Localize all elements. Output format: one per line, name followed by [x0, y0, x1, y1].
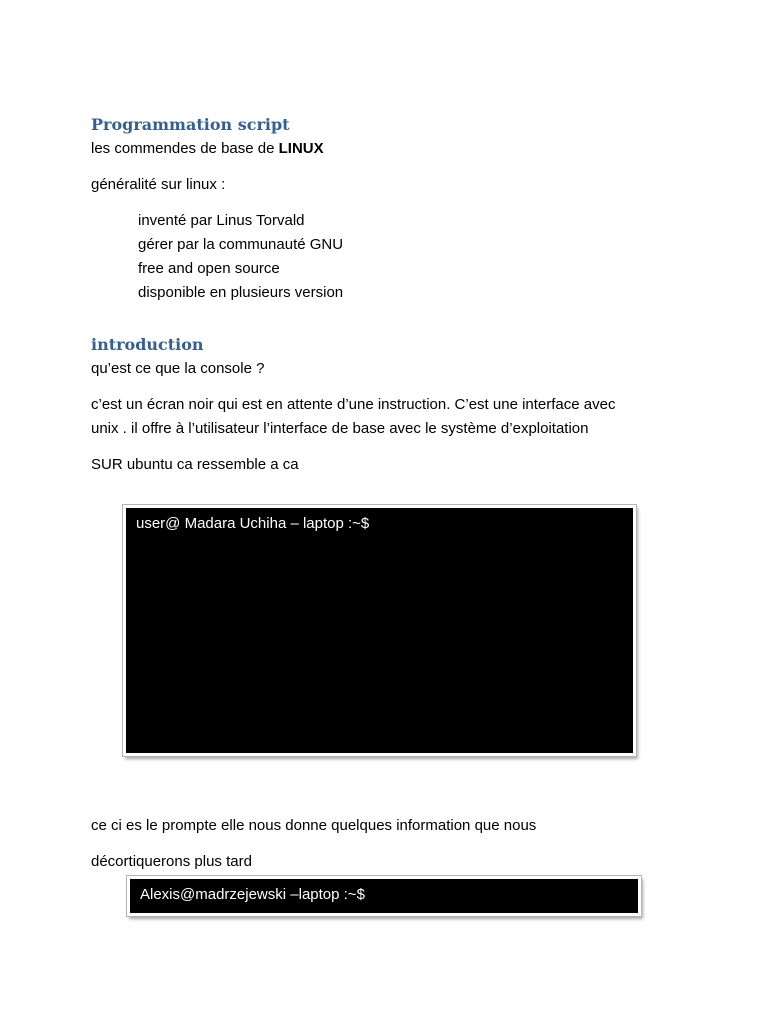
list-item: inventé par Linus Torvald — [138, 212, 305, 229]
subtitle-line — [91, 140, 324, 157]
subtitle-text: les commendes de base de — [91, 140, 279, 157]
generalite-line: généralité sur linux : — [91, 176, 226, 193]
terminal-prompt-small: Alexis@madrzejewski –laptop :~$ — [140, 886, 365, 903]
list-item: disponible en plusieurs version — [138, 284, 344, 301]
terminal-prompt: user@ Madara Uchiha – laptop :~$ — [136, 515, 370, 532]
list-item: gérer par la communauté GNU — [138, 236, 344, 253]
prompt-description-line-2: décortiquerons plus tard — [91, 853, 252, 870]
terminal-screenshot-large — [123, 505, 636, 756]
heading-introduction: introduction — [91, 335, 204, 354]
list-item: free and open source — [138, 260, 280, 277]
question-line: qu’est ce que la console ? — [91, 360, 265, 377]
subtitle-bold-linux: LINUX — [278, 140, 324, 157]
ubuntu-line: SUR ubuntu ca ressemble a ca — [91, 456, 299, 473]
prompt-description-line-1: ce ci es le prompte elle nous donne quelques information que nous — [91, 817, 537, 834]
heading-programmation-script: Programmation script — [91, 115, 290, 134]
paragraph-line-1: c’est un écran noir qui est en attente d’une instruction. C’est une interface avec — [91, 396, 616, 413]
terminal-screenshot-small — [127, 876, 641, 916]
paragraph-line-2: unix . il offre à l’utilisateur l’interface de base avec le système d’exploitation — [91, 420, 589, 437]
